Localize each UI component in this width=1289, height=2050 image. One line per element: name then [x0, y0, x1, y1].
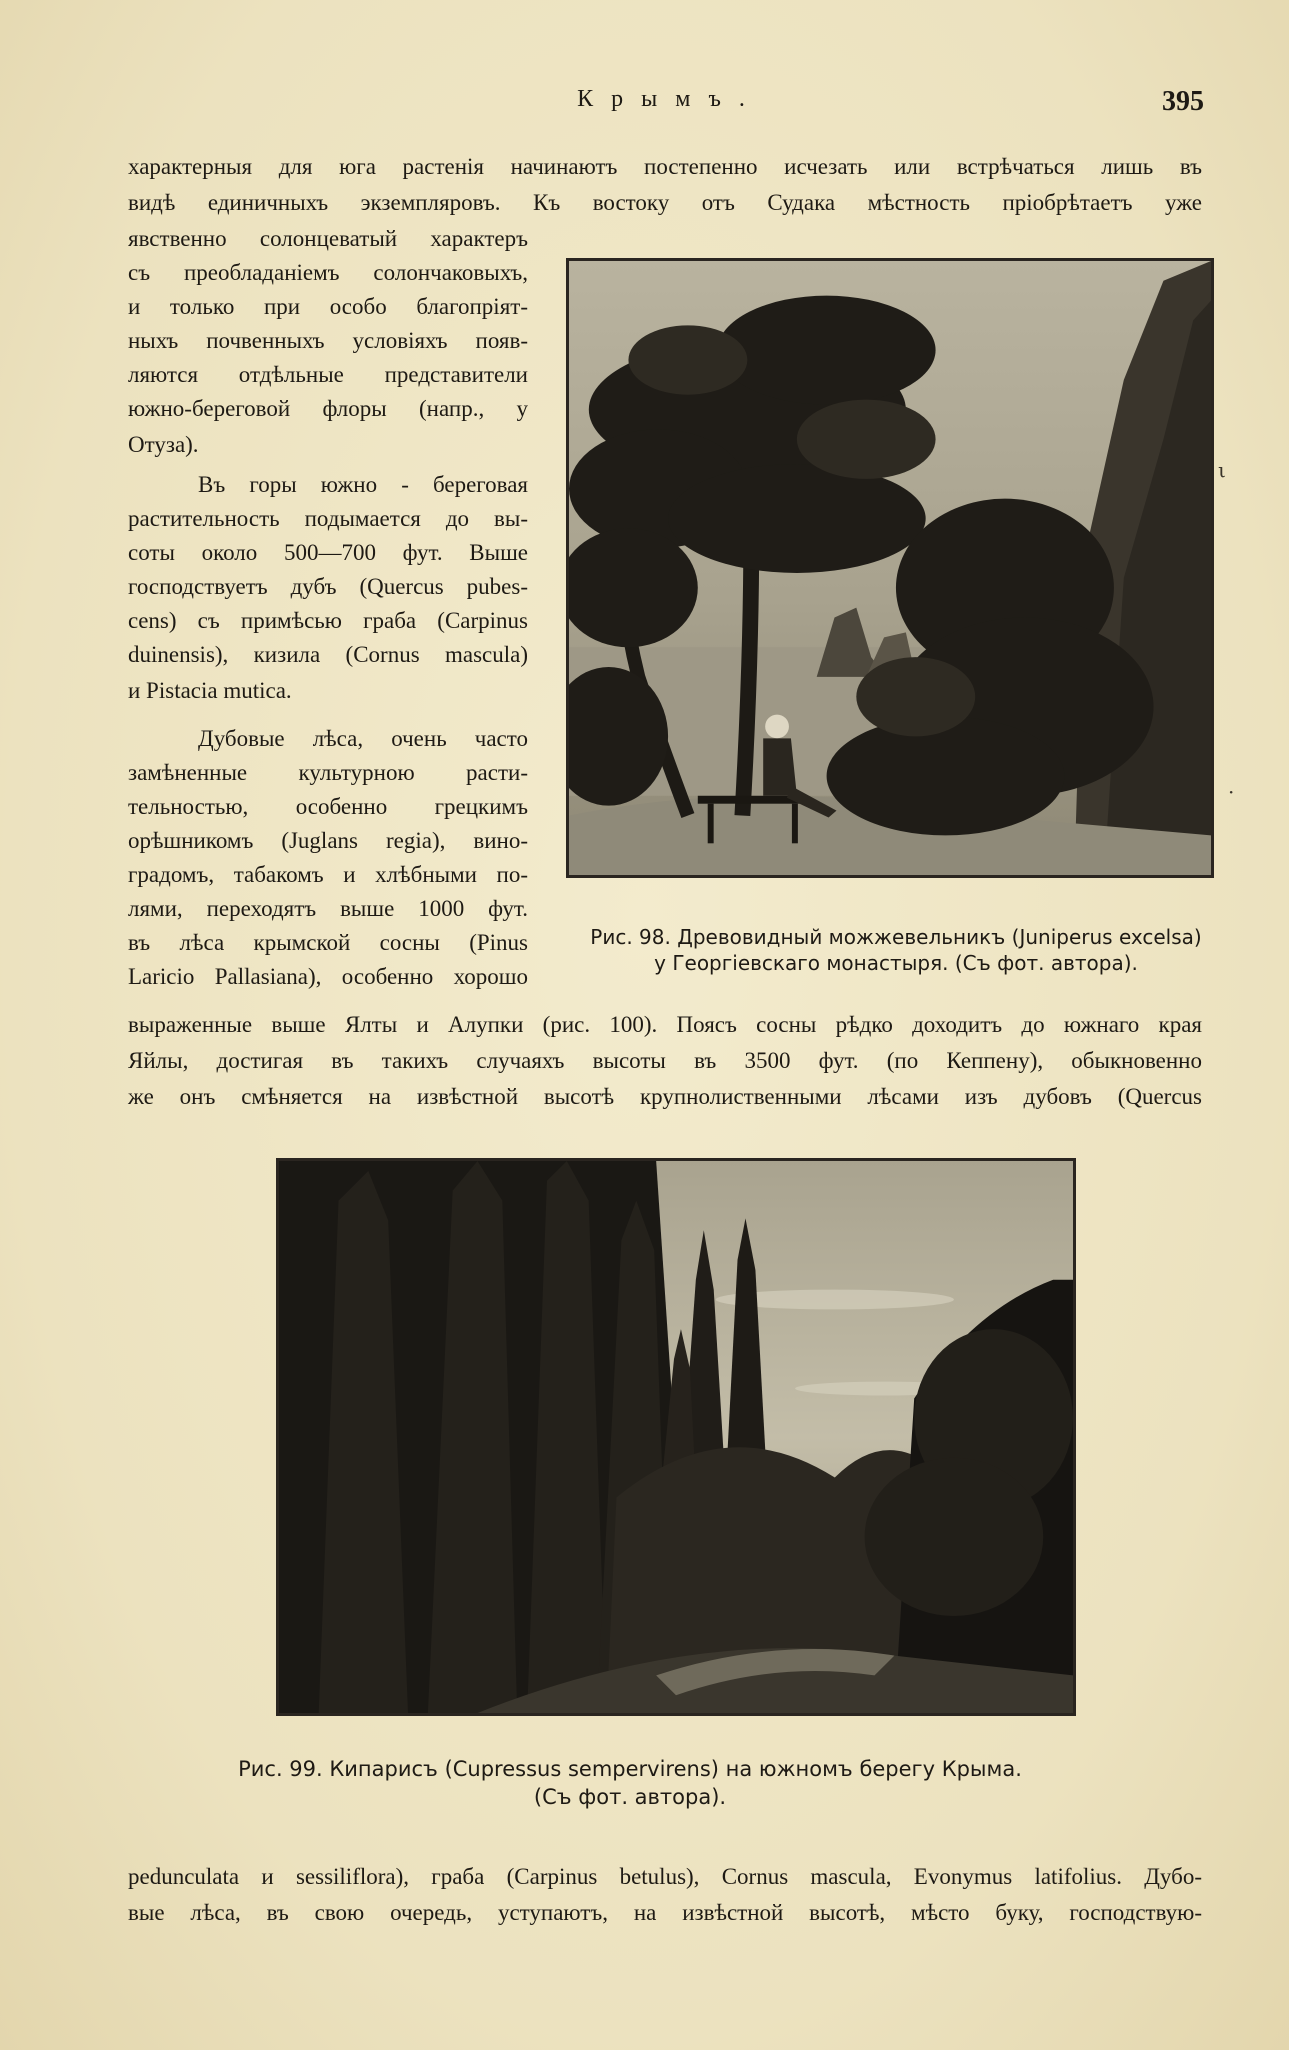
- column-line: ляются отдѣльные представители: [128, 362, 528, 387]
- column-line: и Pistacia mutica.: [128, 678, 292, 703]
- column-line: лями, переходятъ выше 1000 фут.: [128, 896, 528, 921]
- text-line: характерныя для юга растенія начинаютъ постепенно исчезать или встрѣчаться лишь въ: [128, 154, 1202, 179]
- column-line: орѣшникомъ (Juglans regia), вино-: [128, 828, 528, 853]
- column-line: duinensis), кизила (Cornus mascula): [128, 642, 528, 667]
- column-line: явственно солонцеватый характеръ: [128, 226, 528, 251]
- figure-99-photo: [276, 1158, 1076, 1716]
- figure-99-caption-line-1: Рис. 99. Кипарисъ (Cupressus sempervirens) на южномъ берегу Крыма.: [238, 1757, 1022, 1781]
- text-line: pedunculata и sessiliflora), граба (Carpinus betulus), Cornus mascula, Evonymus latifolius. Дубо-: [128, 1864, 1202, 1889]
- column-line: cens) съ примѣсью граба (Carpinus: [128, 608, 528, 633]
- figure-98-photo: [566, 258, 1214, 878]
- column-line: Отуза).: [128, 432, 199, 457]
- column-line: растительность подымается до вы-: [128, 506, 528, 531]
- column-line: Въ горы южно - береговая: [198, 472, 528, 497]
- text-line: выраженные выше Ялты и Алупки (рис. 100). Поясъ сосны рѣдко доходитъ до южнаго края: [128, 1012, 1202, 1037]
- column-line: господствуетъ дубъ (Quercus pubes-: [128, 574, 528, 599]
- column-line: градомъ, табакомъ и хлѣбными по-: [128, 862, 528, 887]
- column-line: соты около 500—700 фут. Выше: [128, 540, 528, 565]
- page-number: 395: [1162, 86, 1204, 117]
- running-title: Крымъ.: [577, 86, 763, 112]
- column-line: и только при особо благопріят-: [128, 294, 528, 319]
- column-line: ныхъ почвенныхъ условіяхъ появ-: [128, 328, 528, 353]
- text-line: вые лѣса, въ свою очередь, уступаютъ, на извѣстной высотѣ, мѣсто буку, господствую-: [128, 1900, 1202, 1925]
- figure-98-caption-line-1: Рис. 98. Древовидный можжевельникъ (Juniperus excelsa): [590, 925, 1202, 949]
- column-line: Дубовые лѣса, очень часто: [198, 726, 528, 751]
- margin-speck: ι: [1218, 458, 1226, 482]
- column-line: замѣненные культурною расти-: [128, 760, 528, 785]
- text-line: видѣ единичныхъ экземпляровъ. Къ востоку отъ Судака мѣстность пріобрѣтаетъ уже: [128, 190, 1202, 215]
- text-line: же онъ смѣняется на извѣстной высотѣ крупнолиственными лѣсами изъ дубовъ (Quercus: [128, 1084, 1202, 1109]
- column-line: Laricio Pallasiana), особенно хорошо: [128, 964, 528, 989]
- column-line: съ преобладаніемъ солончаковыхъ,: [128, 260, 528, 285]
- column-line: тельностью, особенно грецкимъ: [128, 794, 528, 819]
- column-line: въ лѣса крымской сосны (Pinus: [128, 930, 528, 955]
- cypress-photo-illustration: [279, 1161, 1073, 1713]
- text-line: Яйлы, достигая въ такихъ случаяхъ высоты въ 3500 фут. (по Кеппену), обыкновенно: [128, 1048, 1202, 1073]
- figure-98-caption-line-2: у Георгіевскаго монастыря. (Съ фот. автора).: [654, 951, 1138, 975]
- column-line: южно-береговой флоры (напр., у: [128, 396, 528, 421]
- margin-speck: ·: [1228, 780, 1235, 804]
- juniper-photo-illustration: [569, 261, 1211, 875]
- figure-99-caption-line-2: (Съ фот. автора).: [533, 1785, 727, 1809]
